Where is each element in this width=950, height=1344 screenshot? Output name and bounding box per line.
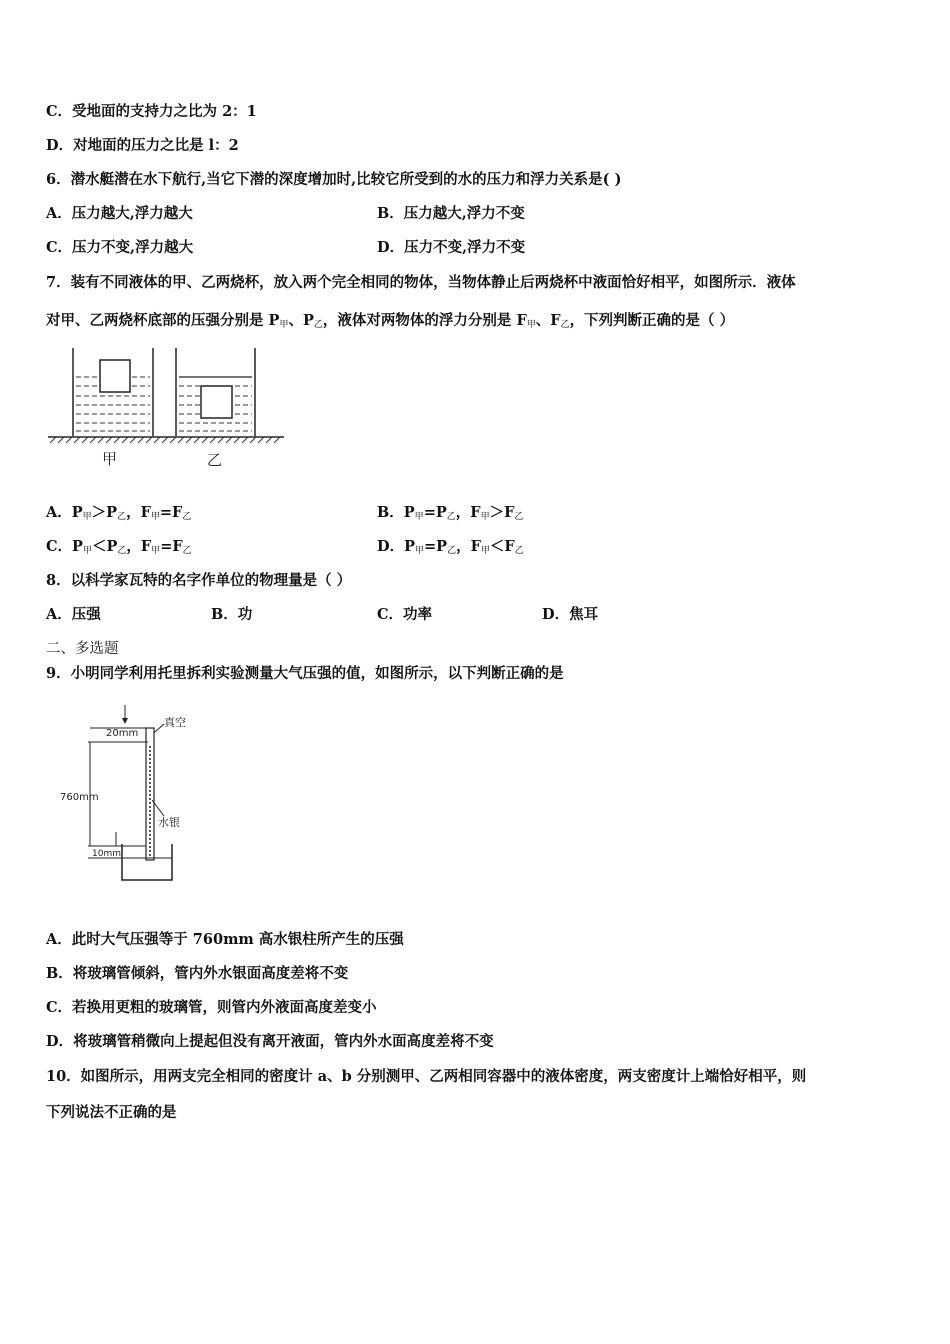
q9-torricelli-figure: [60, 700, 220, 890]
subscript-yi: 乙: [313, 320, 323, 330]
q6-option-d: D．压力不变,浮力不变: [377, 239, 526, 256]
q8-option-b: B．功: [211, 606, 253, 623]
q7-option-b: [377, 503, 523, 527]
q7-stem-part: 、F: [535, 312, 561, 329]
q9-option-a: A．此时大气压强等于 760mm 高水银柱所产生的压强: [46, 931, 404, 948]
label-10mm: 10mm: [92, 849, 121, 859]
subscript-yi: 乙: [446, 512, 456, 522]
ground-hatch: [50, 437, 280, 443]
q8-option-c: C．功率: [377, 606, 433, 623]
q7-beakers-figure: [46, 344, 286, 472]
subscript-yi: 乙: [447, 546, 457, 556]
subscript-jia: 甲: [150, 512, 160, 522]
q6-stem: 6．潜水艇潜在水下航行,当它下潜的深度增加时,比较它所受到的水的压力和浮力关系是( ): [46, 171, 622, 188]
opt-part: ＞P: [91, 504, 118, 521]
q8-option-d: D．焦耳: [542, 606, 599, 623]
q7-stem-part: ，下列判断正确的是（ ）: [569, 312, 735, 329]
subscript-yi: 乙: [514, 512, 524, 522]
label-20mm: 20mm: [106, 728, 139, 739]
opt-part: ＜P: [91, 538, 118, 555]
subscript-jia: 甲: [480, 512, 490, 522]
q8-option-a: A．压强: [46, 606, 101, 623]
opt-part: C．P: [46, 538, 83, 555]
q6-option-b: B．压力越大,浮力不变: [377, 205, 525, 222]
q9-option-c: C．若换用更粗的玻璃管，则管内外液面高度差变小: [46, 999, 377, 1016]
subscript-jia: 甲: [82, 512, 92, 522]
q9-stem: 9．小明同学利用托里拆利实验测量大气压强的值，如图所示，以下判断正确的是: [46, 665, 564, 682]
subscript-yi: 乙: [182, 546, 192, 556]
q7-stem-line2: [46, 311, 734, 335]
object-jia: [100, 360, 130, 392]
subscript-jia: 甲: [279, 320, 289, 330]
subscript-yi: 乙: [117, 546, 127, 556]
q7-stem-part: ，液体对两物体的浮力分别是 F: [322, 312, 527, 329]
subscript-jia: 甲: [414, 512, 424, 522]
opt-part: ，F: [126, 538, 152, 555]
opt-part: =P: [423, 504, 447, 521]
q5-option-c: C．受地面的支持力之比为 2：1: [46, 103, 257, 120]
opt-part: ＞F: [489, 504, 515, 521]
opt-part: =P: [424, 538, 448, 555]
label-yi: 乙: [207, 451, 223, 469]
opt-part: ，F: [455, 504, 481, 521]
opt-part: ，F: [456, 538, 481, 555]
q7-option-c: [46, 537, 192, 561]
section-title-multi-choice: 二、多选题: [46, 641, 119, 657]
object-yi: [201, 386, 232, 418]
q10-stem-line1: 10．如图所示，用两支完全相同的密度计 a、b 分别测甲、乙两相同容器中的液体密度，两支密度计上端恰好相平，则: [46, 1068, 807, 1085]
label-760mm: 760mm: [60, 792, 99, 803]
label-jia: 甲: [102, 450, 118, 468]
q8-stem: 8．以科学家瓦特的名字作单位的物理量是（ ）: [46, 572, 352, 589]
opt-part: ＜F: [489, 538, 515, 555]
subscript-yi: 乙: [182, 512, 192, 522]
subscript-jia: 甲: [480, 546, 490, 556]
opt-part: =F: [159, 504, 183, 521]
subscript-yi: 乙: [560, 320, 570, 330]
opt-part: B．P: [377, 504, 415, 521]
q7-option-a: [46, 503, 191, 527]
q7-option-d: [377, 537, 524, 561]
opt-part: D．P: [377, 538, 415, 555]
q6-option-a: A．压力越大,浮力越大: [46, 205, 193, 222]
opt-part: A．P: [46, 504, 83, 521]
subscript-jia: 甲: [82, 546, 92, 556]
subscript-yi: 乙: [514, 546, 524, 556]
label-mercury: 水银: [158, 816, 180, 829]
label-vacuum: 真空: [164, 716, 186, 729]
q9-option-b: B．将玻璃管倾斜，管内外水银面高度差将不变: [46, 965, 349, 982]
q7-stem-part: 、P: [288, 312, 314, 329]
q7-stem-line1: 7．装有不同液体的甲、乙两烧杯，放入两个完全相同的物体，当物体静止后两烧杯中液面恰好相平，如图所示．液体: [46, 274, 796, 291]
subscript-jia: 甲: [414, 546, 424, 556]
q10-stem-line2: 下列说法不正确的是: [46, 1104, 177, 1121]
opt-part: =F: [160, 538, 183, 555]
q6-option-c: C．压力不变,浮力越大: [46, 239, 194, 256]
q9-option-d: D．将玻璃管稍微向上提起但没有离开液面，管内外水面高度差将不变: [46, 1033, 494, 1050]
subscript-jia: 甲: [526, 320, 536, 330]
opt-part: ，F: [126, 504, 151, 521]
q5-option-d: D．对地面的压力之比是 l：2: [46, 137, 239, 154]
subscript-jia: 甲: [151, 546, 161, 556]
arrow-head-icon: [122, 718, 128, 724]
subscript-yi: 乙: [117, 512, 127, 522]
q7-stem-part: 对甲、乙两烧杯底部的压强分别是 P: [46, 312, 280, 329]
